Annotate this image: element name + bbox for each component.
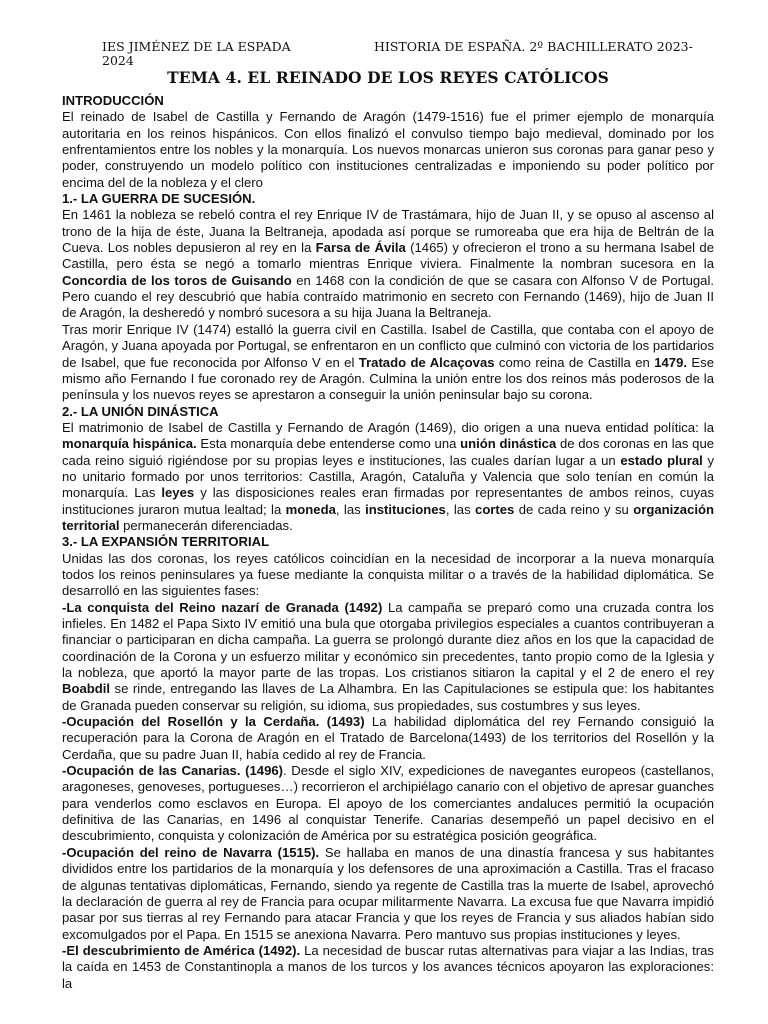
section-2-paragraph: El matrimonio de Isabel de Castilla y Fernando de Aragón (1469), dio origen a una nueva entidad política: la monarquía hispánica. Esta monarquía debe entenderse como una unión dinástica de dos coronas en las que cada reino siguió rigiéndose por su propias leyes e instituciones, las cuales darían lugar a un estado plural y no unitario formado por unos territorios: Castilla, Aragón, Cataluña y Valencia que solo tenían en común la monarquía. Las leyes y las disposiciones reales eran firmadas por representantes de ambos reinos, cuyas instituciones juraron mutua lealtad; la moneda, las instituciones, las cortes de cada reino y su organización territorial permanecerán diferenciadas.: [62, 419, 715, 533]
course-year: 2024: [102, 53, 134, 68]
school-name: IES JIMÉNEZ DE LA ESPADA: [102, 39, 291, 54]
section-1-paragraph-2: Tras morir Enrique IV (1474) estalló la guerra civil en Castilla. Isabel de Castilla, que contaba con el apoyo de Aragón, y Juana apoyada por Portugal, se enfrentaron en un conflicto que culminó con victoria de los partidarios de Isabel, que fue reconocida por Alfonso V en el Tratado de Alcaçovas como reina de Castilla en 1479. Ese mismo año Fernando I fue coronado rey de Aragón. Culmina la unión entre los dos reinos más poderosos de la península y los nuevos reyes se aprestaron a conseguir la unión peninsular bajo su corona.: [62, 321, 714, 403]
course-name: HISTORIA DE ESPAÑA. 2º BACHILLERATO 2023-: [374, 39, 693, 54]
section-3-intro: Unidas las dos coronas, los reyes católicos coincidían en la necesidad de incorporar a la nueva monarquía todos los reinos peninsulares ya fuese mediante la conquista militar o a través de la habilidad diplomática. Se desarrolló en las siguientes fases:: [62, 550, 714, 599]
intro-paragraph: El reinado de Isabel de Castilla y Fernando de Aragón (1479-1516) fue el primer ejemplo de monarquía autoritaria en los reinos hispánicos. Con ellos finalizó el convulso tiempo bajo medieval, dominado por los enfrentamientos entre los nobles y la monarquía. Los nuevos monarcas unieron sus coronas para ganar peso y poder, construyendo un modelo político con instituciones centralizadas e imponiendo su poder político por encima del de la nobleza y el clero: [62, 109, 714, 190]
granada-paragraph: -La conquista del Reino nazarí de Granada (1492) La campaña se preparó como una cruzada contra los infieles. En 1482 el Papa Sixto IV emitió una bula que otorgaba privilegios especiales a cuantos contribuyeran a financiar o participaran en dicha campaña. La guerra se prolongó durante diez años en los que la capacidad de coordinación de la Corona y un esfuerzo militar y económico sin precedentes, tanto propio como de la Iglesia y la nobleza, que aportó la mayor parte de las tropas. Los cristianos sitiaron la capital y el 2 de enero el rey Boabdil se rinde, entregando las llaves de La Alhambra. En las Capitulaciones se estipula que: los habitantes de Granada pueden conservar su religión, su idioma, sus propiedades, sus costumbres y sus leyes.: [62, 599, 714, 713]
canarias-paragraph: -Ocupación de las Canarias. (1496). Desde el siglo XIV, expediciones de navegantes europeos (castellanos, aragoneses, genoveses, portugueses…) recorrieron el archipiélago canario con el objetivo de apresar guanches para venderlos como esclavos en Europa. El apoyo de los comerciantes andaluces permitió la ocupación definitiva de las Canarias, en 1496 al conquistar Tenerife. Canarias desempeñó un papel decisivo en el descubrimiento, conquista y colonización de América por su estratégica posición geográfica.: [62, 763, 715, 844]
section-3-heading: 3.- LA EXPANSIÓN TERRITORIAL: [62, 534, 270, 550]
page-header: [62, 38, 714, 68]
intro-heading: INTRODUCCIÓN: [62, 93, 164, 108]
document-body: [62, 93, 714, 992]
america-paragraph: -El descubrimiento de América (1492). La necesidad de buscar rutas alternativas para viajar a las Indias, tras la caída en 1453 de Constantinopla a manos de los turcos y los avances técnicos apoyaron las exploraciones: la: [62, 942, 714, 991]
rosellon-paragraph: -Ocupación del Rosellón y la Cerdaña. (1493) La habilidad diplomática del rey Fernando consiguió la recuperación para la Corona de Aragón en el Tratado de Barcelona(1493) de los territorios del Rosellón y la Cerdaña, que su padre Juan II, había cedido al rey de Francia.: [62, 714, 714, 762]
document-title: TEMA 4. EL REINADO DE LOS REYES CATÓLICOS: [167, 68, 609, 87]
section-1-heading: 1.- LA GUERRA DE SUCESIÓN.: [62, 191, 256, 207]
document-page: [62, 38, 714, 992]
section-2-heading: 2.- LA UNIÓN DINÁSTICA: [62, 403, 219, 419]
navarra-paragraph: -Ocupación del reino de Navarra (1515). Se hallaba en manos de una dinastía francesa y sus habitantes divididos entre los partidarios de la monarquía y los defensores de una aproximación a Castilla. Tras el fracaso de algunas tentativas diplomáticas, Fernando, siendo ya regente de Castilla tras la muerte de Isabel, aprovechó la declaración de guerra al rey de Francia para ocupar militarmente Navarra. La excusa fue que Navarra impidió pasar por sus tierras al rey Fernando para atacar Francia y que los reyes de Francia y sus aliados habían sido excomulgados por el Papa. En 1515 se anexiona Navarra. Pero mantuvo sus propias instituciones y leyes.: [62, 844, 714, 942]
section-1-paragraph-1: En 1461 la nobleza se rebeló contra el rey Enrique IV de Trastámara, hijo de Juan II, y se opuso al ascenso al trono de la hija de éste, Juana la Beltraneja, apodada así porque se rumoreaba que era hija de Beltrán de la Cueva. Los nobles depusieron al rey en la Farsa de Ávila (1465) y ofrecieron el trono a su hermana Isabel de Castilla, pero ésta se negó a tomarlo mientras Enrique viviera. Finalmente la nombran sucesora en la Concordia de los toros de Guisando en 1468 con la condición de que se casara con Alfonso V de Portugal. Pero cuando el rey descubrió que había contraído matrimonio en secreto con Fernando (1469), hijo de Juan II de Aragón, la desheredó y nombró sucesora a su hija Juana la Beltraneja.: [62, 207, 714, 321]
